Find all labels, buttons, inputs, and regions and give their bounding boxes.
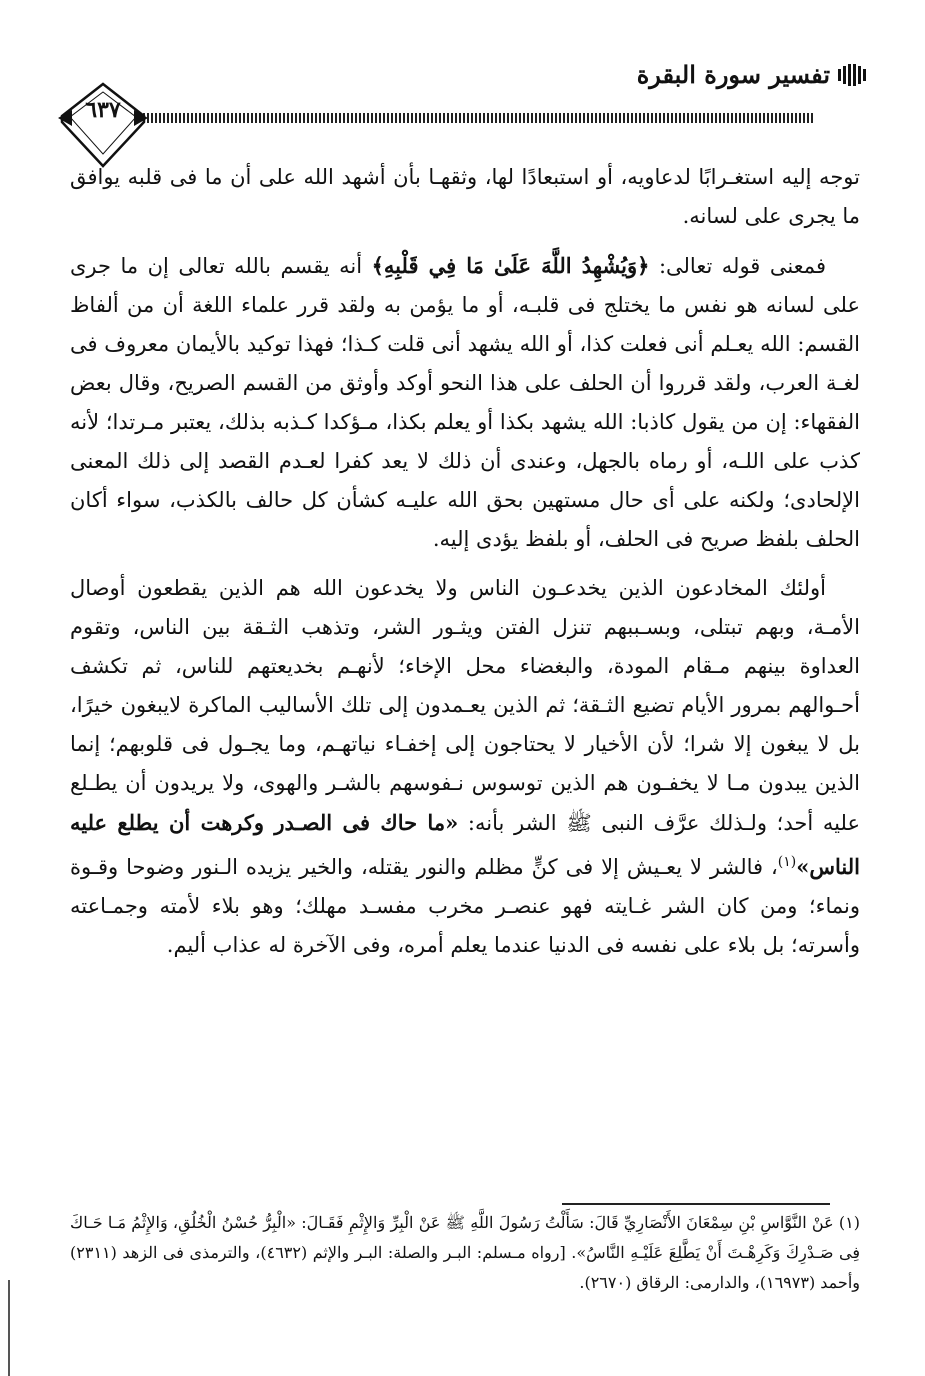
paragraph-3	[70, 569, 860, 965]
footnote-separator	[562, 1203, 830, 1205]
paragraph-3-intro: أولئك المخادعون الذين يخدعـون الناس ولا يخدعون الله هم الذين يقطعون أوصال الأمـة، وبهم تبتلى، وبسـببهم تنزل الفتن ويثـور الشر، وتذهب الثـقة بين الناس، وتقوم العداوة بينهم مـقام المودة، والبغضاء محل الإخاء؛ لأنهـم بخديعتهم للناس، ثم تكشف أحـوالهم بمرور الأيام تضيع الثـقة؛ ثم الذين يعـمدون إلى تلك الأساليب الماكرة لايبغون خيرًا، بل لا يبغون إلا شرا؛ لأن الأخيار لا يحتاجون إلى إخفـاء نياتهـم، وما يجـول فى قلوبهم؛ إنما الذين يبدون مـا لا يخفـون هم الذين توسوس نـفوسهم بالشـر والهوى، ولا يريدون أن يطـلع عليه أحد؛ ولـذلك عرَّف النبى ﷺ الشر بأنه:	[70, 576, 860, 835]
paragraph-2-rest: أنه يقسم بالله تعالى إن ما جرى على لسانه هو نفس ما يختلج فى قلبـه، أو ما يؤمن به ولقد قرر علماء اللغة أن من ألفاظ القسم: الله يعـلم أنى فعلت كذا، أو الله يشهد أنى قلت كـذا؛ فهذا توكيد بالأيمان معروف فى لغـة العرب، ولقد قرروا أن الحلف على هذا النحو أوكد وأوثق من القسم الصريح، وقال بعض الفقهاء: إن من يقول كاذبا: الله يشهد بكذا أو يعلم بكذا، مـؤكدا كـذبه بذلك، يعتبر مـرتدا؛ لأنه كذب على اللـه، أو رماه بالجهل، وعندى أن ذلك لا يعد كفرا لعـدم القصد إلى ذلك المعنى الإلحادى؛ ولكنه على أى حال مستهين بحق الله عليـه كشأن كل حالف بالكذب، سواء أكان الحلف بلفظ صريح فى الحلف، أو بلفظ يؤدى إليه.	[70, 254, 860, 551]
paragraph-1: توجه إليه استغـرابًا لدعاويه، أو استبعادًا لها، وثقهـا بأن أشهد الله على أن ما فى قلبه يوافق ما يجرى على لسانه.	[70, 165, 860, 228]
hadith-quote: «ما حاك فى الصـدر وكرهت أن يطلع عليه الناس»	[70, 810, 860, 879]
footnote-reference: (١)	[777, 854, 797, 870]
main-text	[70, 158, 860, 975]
paragraph-3-rest: ، فالشر لا يعـيش إلا فى كنٍّ مظلم والنور يقتله، والخير يزيده الـنور وضوحا وقـوة ونماء؛ ومن كان الشر غـايته فهو عنصـر مخرب مفسـد مهلك؛ وهو بلاء لأمته وجمـاعته وأسرته؛ بل بلاء على نفسه فى الدنيا عندما يعلم أمره، وفى الآخرة له عذاب أليم.	[70, 855, 860, 957]
header-rule	[135, 113, 815, 123]
page-number-badge-icon	[58, 82, 148, 168]
footnote-1: (١) عَنْ النَّوَّاسِ بْنِ سِمْعَانَ الأَنْصَارِيِّ قَالَ: سَأَلْتُ رَسُولَ اللَّهِ ﷺ عَنْ الْبِرِّ وَالإِثْمِ فَقَـالَ: «الْبِرُّ حُسْنُ الْخُلُقِ، وَالإِثْمُ مَـا حَـاكَ فِى صَـدْرِكَ وَكَرِهْـتَ أَنْ يَطَّلِعَ عَلَيْـهِ النَّاسُ». [رواه مـسلم: البـر والصلة: البـر والإثم (٤٦٣٢)، والترمذى فى الزهد (٢٣١١) وأحمد (١٦٩٧٣)، والدارمى: الرقاق (٢٦٧٠).	[70, 1213, 861, 1292]
running-header-title: تفسير سورة البقرة	[636, 60, 830, 89]
page-number: ٦٣٧	[85, 97, 121, 123]
header-ornament-icon	[836, 64, 870, 86]
quran-verse: ﴿وَيُشْهِدُ اللَّهَ عَلَىٰ مَا فِي قَلْبِهِ﴾	[371, 253, 650, 278]
scan-margin-line	[8, 1280, 10, 1376]
paragraph-2-intro: فمعنى قوله تعالى:	[649, 254, 826, 278]
footnotes	[70, 1208, 860, 1298]
paragraph-2	[70, 246, 860, 559]
